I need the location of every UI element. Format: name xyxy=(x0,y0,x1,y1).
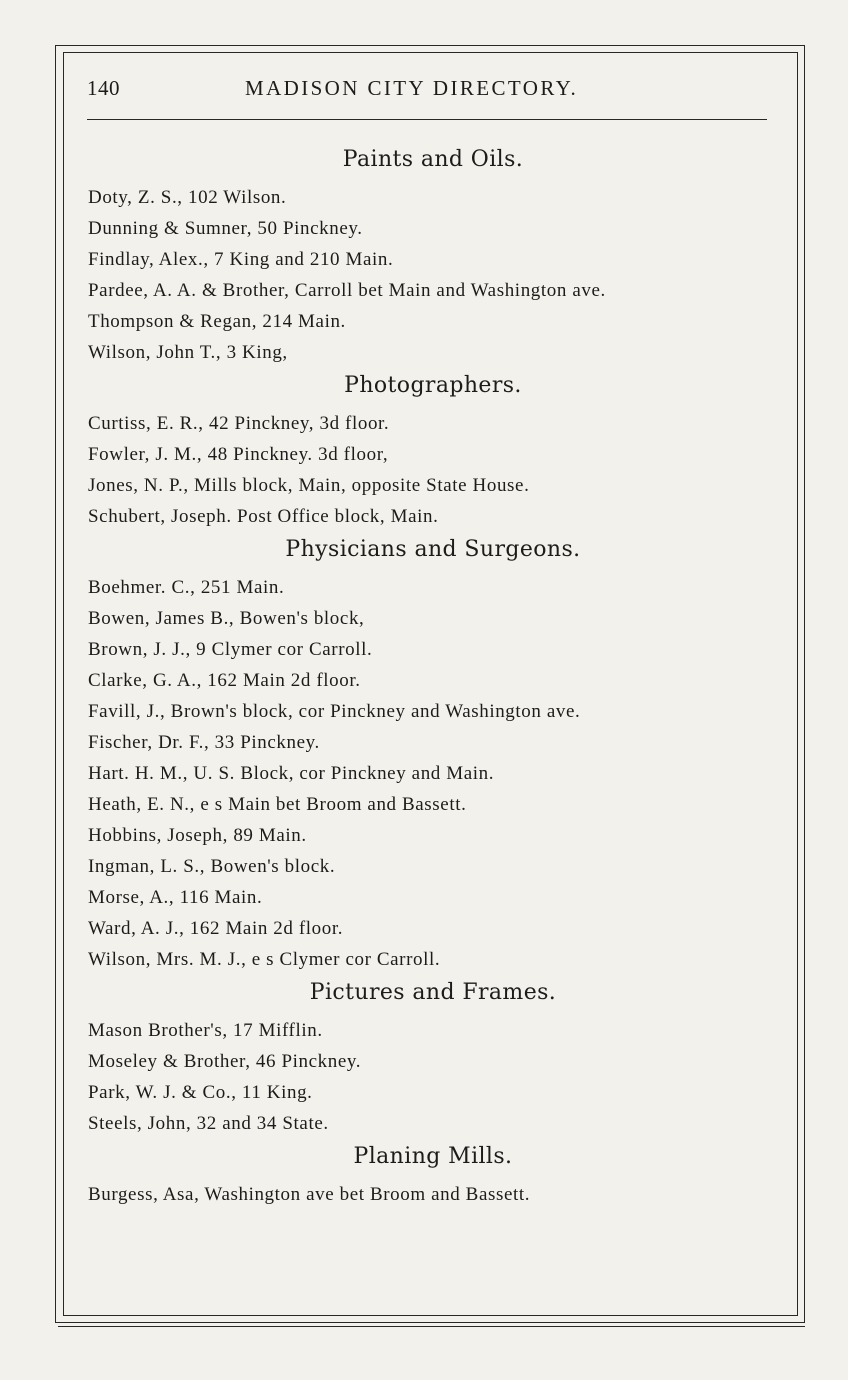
section-photographers xyxy=(88,370,778,532)
directory-entry: Pardee, A. A. & Brother, Carroll bet Main and Washington ave. xyxy=(88,280,606,301)
entry-list xyxy=(88,1015,778,1139)
directory-entry: Burgess, Asa, Washington ave bet Broom and Bassett. xyxy=(88,1184,531,1205)
directory-entry: Wilson, Mrs. M. J., e s Clymer cor Carroll. xyxy=(88,949,441,970)
directory-entry: Boehmer. C., 251 Main. xyxy=(88,577,285,598)
directory-entry: Wilson, John T., 3 King, xyxy=(88,342,288,363)
section-heading: Photographers. xyxy=(344,373,522,398)
section-heading: Paints and Oils. xyxy=(342,147,524,172)
section-planing-mills xyxy=(88,1141,778,1210)
entry-list xyxy=(88,572,778,975)
directory-entry: Ward, A. J., 162 Main 2d floor. xyxy=(88,918,344,939)
header-rule xyxy=(87,119,767,120)
directory-entry: Ingman, L. S., Bowen's block. xyxy=(88,856,336,877)
directory-entry: Bowen, James B., Bowen's block, xyxy=(88,608,365,629)
page-number: 140 xyxy=(87,76,120,100)
directory-entry: Schubert, Joseph. Post Office block, Main. xyxy=(88,506,439,527)
page-border-bottom-rule xyxy=(58,1326,805,1327)
directory-listing xyxy=(88,142,778,1210)
directory-entry: Morse, A., 116 Main. xyxy=(88,887,263,908)
section-heading: Pictures and Frames. xyxy=(309,980,557,1005)
directory-entry: Hobbins, Joseph, 89 Main. xyxy=(88,825,307,846)
directory-entry: Fowler, J. M., 48 Pinckney. 3d floor, xyxy=(88,444,389,465)
entry-list xyxy=(88,1179,778,1210)
entry-list xyxy=(88,182,778,368)
directory-entry: Brown, J. J., 9 Clymer cor Carroll. xyxy=(88,639,373,660)
running-head xyxy=(87,76,767,110)
directory-entry: Moseley & Brother, 46 Pinckney. xyxy=(88,1051,362,1072)
directory-entry: Clarke, G. A., 162 Main 2d floor. xyxy=(88,670,361,691)
directory-entry: Mason Brother's, 17 Mifflin. xyxy=(88,1020,323,1041)
entry-list xyxy=(88,408,778,532)
running-title: MADISON CITY DIRECTORY. xyxy=(245,76,579,100)
directory-entry: Steels, John, 32 and 34 State. xyxy=(88,1113,329,1134)
section-pictures-and-frames xyxy=(88,977,778,1139)
directory-entry: Favill, J., Brown's block, cor Pinckney and Washington ave. xyxy=(88,701,581,722)
directory-entry: Findlay, Alex., 7 King and 210 Main. xyxy=(88,249,394,270)
directory-entry: Dunning & Sumner, 50 Pinckney. xyxy=(88,218,363,239)
directory-entry: Curtiss, E. R., 42 Pinckney, 3d floor. xyxy=(88,413,390,434)
directory-entry: Thompson & Regan, 214 Main. xyxy=(88,311,346,332)
section-paints-and-oils xyxy=(88,144,778,368)
directory-entry: Hart. H. M., U. S. Block, cor Pinckney and Main. xyxy=(88,763,495,784)
section-heading: Planing Mills. xyxy=(353,1144,513,1169)
section-heading: Physicians and Surgeons. xyxy=(285,537,581,562)
directory-entry: Park, W. J. & Co., 11 King. xyxy=(88,1082,313,1103)
directory-entry: Jones, N. P., Mills block, Main, opposite State House. xyxy=(88,475,530,496)
directory-entry: Fischer, Dr. F., 33 Pinckney. xyxy=(88,732,320,753)
section-physicians-and-surgeons xyxy=(88,534,778,975)
directory-entry: Heath, E. N., e s Main bet Broom and Bassett. xyxy=(88,794,467,815)
directory-entry: Doty, Z. S., 102 Wilson. xyxy=(88,187,287,208)
